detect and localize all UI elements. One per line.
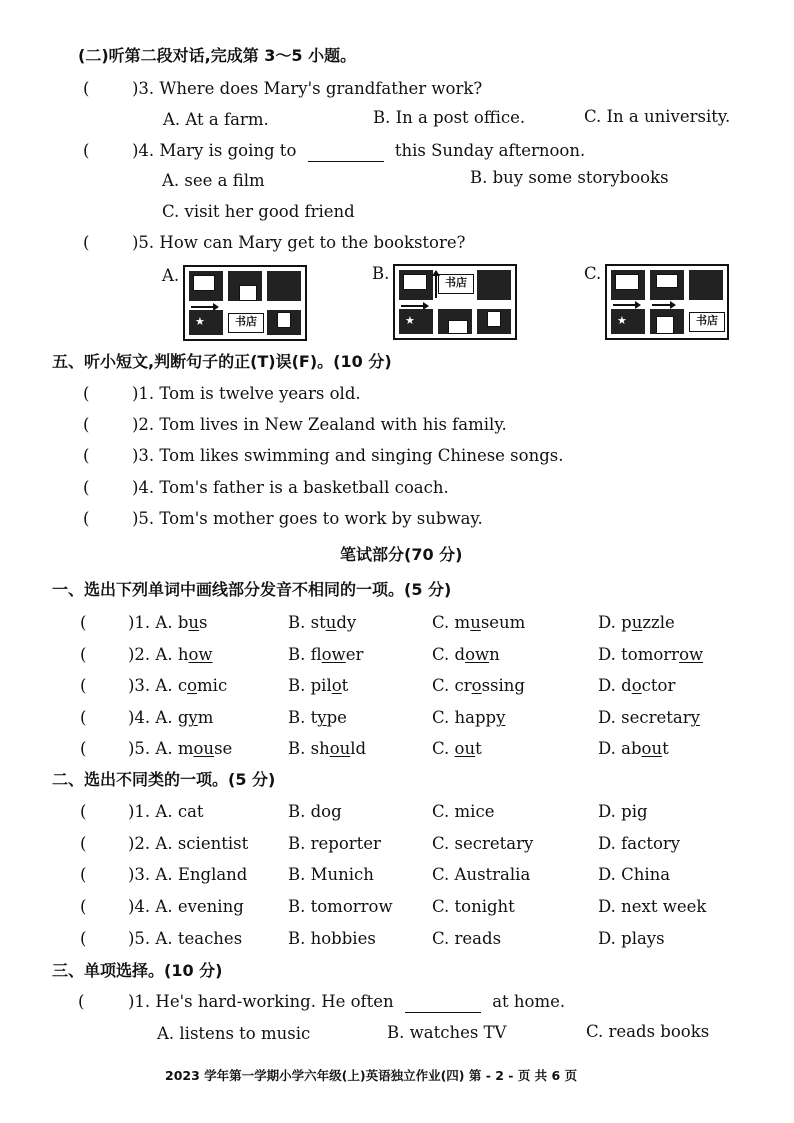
answer-paren[interactable]: (: [80, 645, 87, 664]
word-part: seum: [480, 613, 526, 632]
option-b[interactable]: B. reporter: [288, 834, 381, 853]
option-d[interactable]: [598, 676, 675, 696]
question-stem: )5. How can Mary get to the bookstore?: [132, 233, 466, 252]
direction-arrow: [613, 304, 639, 306]
window: [403, 274, 427, 290]
word-part: C. happ: [432, 708, 497, 727]
option-b[interactable]: B. hobbies: [288, 929, 376, 948]
answer-paren[interactable]: (: [83, 79, 90, 98]
item-number: )4. A.: [128, 708, 178, 727]
stem-part-b: at home.: [492, 992, 566, 1011]
map-c-label[interactable]: C.: [584, 264, 602, 283]
word-part: er: [345, 645, 364, 664]
underlined-letters: o: [471, 676, 482, 695]
underlined-letters: o: [331, 676, 342, 695]
underlined-letters: ou: [329, 739, 351, 758]
option-d[interactable]: [598, 708, 700, 728]
option-d[interactable]: D. next week: [598, 897, 707, 916]
question-stem: [132, 141, 585, 162]
direction-arrow: [652, 304, 674, 306]
option-a[interactable]: [128, 739, 232, 759]
answer-paren[interactable]: (: [78, 992, 85, 1011]
answer-paren[interactable]: (: [83, 233, 90, 252]
answer-paren[interactable]: (: [83, 384, 90, 403]
answer-paren[interactable]: (: [80, 708, 87, 727]
word-part: t: [341, 676, 349, 695]
option-c[interactable]: C. mice: [432, 802, 495, 821]
answer-paren[interactable]: (: [83, 509, 90, 528]
bookstore: 书店: [438, 274, 474, 294]
answer-blank[interactable]: [308, 141, 384, 162]
option-b[interactable]: [288, 739, 366, 759]
word-part: C. m: [432, 613, 471, 632]
answer-paren[interactable]: (: [80, 929, 87, 948]
option-c[interactable]: [432, 645, 500, 665]
stem-part-a: )1. He's hard-working. He often: [128, 992, 394, 1011]
option-c[interactable]: [432, 708, 505, 728]
sec1-heading: 一、选出下列单词中画线部分发音不相同的一项。(5 分): [52, 580, 452, 599]
tf-item-2: )2. Tom lives in New Zealand with his family.: [132, 415, 507, 434]
question-stem: )3. Where does Mary's grandfather work?: [132, 79, 483, 98]
window: [448, 320, 468, 334]
word-part: h: [177, 645, 189, 664]
word-part: t: [662, 739, 669, 758]
page-footer: 2023 学年第一学期小学六年级(上)英语独立作业(四) 第 - 2 - 页 共 6 页: [165, 1068, 578, 1083]
sec2-heading: 二、选出不同类的一项。(5 分): [52, 770, 276, 789]
answer-paren[interactable]: (: [80, 676, 87, 695]
underlined-letters: y: [690, 708, 700, 727]
answer-paren[interactable]: (: [80, 739, 87, 758]
option-c[interactable]: C. In a university.: [584, 107, 731, 126]
item-number: )5. A.: [128, 739, 178, 758]
star-icon: ★: [195, 315, 205, 328]
word-part: C. cr: [432, 676, 472, 695]
word-part: s: [199, 613, 208, 632]
window: [656, 316, 674, 334]
star-icon: ★: [617, 314, 627, 327]
answer-paren[interactable]: (: [83, 478, 90, 497]
stem-part-b: this Sunday afternoon.: [394, 141, 586, 160]
option-a[interactable]: )2. A. scientist: [128, 834, 249, 853]
underlined-letters: ou: [454, 739, 476, 758]
underlined-letters: y: [317, 708, 327, 727]
word-part: D. tomorr: [598, 645, 680, 664]
option-a[interactable]: )3. A. England: [128, 865, 248, 884]
option-d[interactable]: [598, 739, 669, 759]
item-number: )1. A.: [128, 613, 178, 632]
tf-item-5: )5. Tom's mother goes to work by subway.: [132, 509, 483, 528]
word-part: t: [475, 739, 482, 758]
option-c[interactable]: [432, 739, 482, 759]
option-c[interactable]: C. secretary: [432, 834, 534, 853]
answer-blank[interactable]: [405, 992, 481, 1013]
word-part: ssing: [481, 676, 525, 695]
map-option-a[interactable]: [183, 265, 307, 341]
option-c[interactable]: C. reads: [432, 929, 502, 948]
word-part: se: [214, 739, 233, 758]
answer-paren[interactable]: (: [80, 865, 87, 884]
map-a-label[interactable]: A.: [162, 266, 180, 285]
option-b[interactable]: B. tomorrow: [288, 897, 393, 916]
map-option-b[interactable]: [393, 264, 517, 340]
underlined-letters: y: [496, 708, 506, 727]
underlined-letters: u: [631, 613, 643, 632]
option-a[interactable]: )5. A. teaches: [128, 929, 243, 948]
answer-paren[interactable]: (: [80, 834, 87, 853]
option-b[interactable]: [288, 645, 363, 665]
option-d[interactable]: D. plays: [598, 929, 665, 948]
option-c[interactable]: C. Australia: [432, 865, 531, 884]
direction-arrow: [191, 306, 217, 308]
word-part: C.: [432, 739, 455, 758]
part2-heading: (二)听第二段对话,完成第 3～5 小题。: [78, 46, 357, 65]
underlined-letters: ow: [321, 645, 346, 664]
option-b[interactable]: [288, 708, 347, 728]
underlined-letters: ow: [679, 645, 704, 664]
option-b[interactable]: B. buy some storybooks: [470, 168, 669, 187]
option-b[interactable]: B. In a post office.: [373, 108, 526, 127]
item-number: )3. A.: [128, 676, 178, 695]
section5-heading: 五、听小短文,判断句子的正(T)误(F)。(10 分): [52, 352, 392, 371]
option-a[interactable]: [128, 613, 208, 633]
option-d[interactable]: D. pig: [598, 802, 648, 821]
word-part: ctor: [641, 676, 676, 695]
word-part: D. secretar: [598, 708, 691, 727]
option-a[interactable]: )4. A. evening: [128, 897, 244, 916]
answer-paren[interactable]: (: [80, 802, 87, 821]
option-a[interactable]: A. see a film: [162, 171, 265, 190]
word-part: mic: [197, 676, 228, 695]
window: [193, 275, 215, 291]
option-d[interactable]: [598, 613, 675, 633]
building: [689, 270, 723, 300]
option-a[interactable]: A. listens to music: [157, 1024, 311, 1043]
underlined-letters: ow: [188, 645, 213, 664]
option-d[interactable]: D. China: [598, 865, 671, 884]
sec3-heading: 三、单项选择。(10 分): [52, 961, 223, 980]
option-c[interactable]: C. visit her good friend: [162, 202, 355, 221]
option-b[interactable]: B. Munich: [288, 865, 374, 884]
option-a[interactable]: [128, 676, 227, 696]
written-title: 笔试部分(70 分): [340, 545, 463, 564]
answer-paren[interactable]: (: [80, 897, 87, 916]
building: [477, 270, 511, 300]
option-a[interactable]: [128, 708, 213, 728]
map-b-label[interactable]: B.: [372, 264, 390, 283]
word-part: n: [489, 645, 500, 664]
bookstore: 书店: [689, 312, 725, 332]
direction-arrow: [435, 272, 437, 298]
map-option-c[interactable]: [605, 264, 729, 340]
underlined-letters: u: [470, 613, 481, 632]
word-part: D. p: [598, 613, 632, 632]
tf-item-3: )3. Tom likes swimming and singing Chinese songs.: [132, 446, 564, 465]
option-c[interactable]: [432, 613, 525, 633]
word-part: C. d: [432, 645, 466, 664]
underlined-letters: y: [188, 708, 198, 727]
underlined-letters: ow: [465, 645, 490, 664]
option-c[interactable]: C. tonight: [432, 897, 515, 916]
option-b[interactable]: [288, 613, 356, 633]
tf-item-1: )1. Tom is twelve years old.: [132, 384, 361, 403]
window: [239, 285, 257, 301]
word-part: dy: [336, 613, 357, 632]
answer-paren[interactable]: (: [83, 141, 90, 160]
option-a[interactable]: [128, 645, 213, 665]
underlined-letters: ou: [193, 739, 215, 758]
underlined-letters: o: [187, 676, 198, 695]
word-part: B. pil: [288, 676, 332, 695]
option-c[interactable]: C. reads books: [586, 1022, 710, 1041]
answer-paren[interactable]: (: [83, 415, 90, 434]
option-c[interactable]: [432, 676, 525, 696]
word-part: zzle: [642, 613, 675, 632]
underlined-letters: ou: [641, 739, 663, 758]
stem-part-a: )4. Mary is going to: [132, 141, 297, 160]
window: [277, 312, 291, 328]
direction-arrow: [401, 305, 427, 307]
window: [656, 274, 678, 288]
word-part: pe: [326, 708, 347, 727]
window: [487, 311, 501, 327]
answer-paren[interactable]: (: [83, 446, 90, 465]
underlined-letters: o: [631, 676, 642, 695]
word-part: ld: [350, 739, 367, 758]
word-part: B. t: [288, 708, 318, 727]
option-a[interactable]: )1. A. cat: [128, 802, 204, 821]
star-icon: ★: [405, 314, 415, 327]
building: [267, 271, 301, 301]
option-a[interactable]: A. At a farm.: [163, 110, 269, 129]
word-part: g: [177, 708, 189, 727]
window: [615, 274, 639, 290]
word-part: b: [177, 613, 189, 632]
word-part: B. st: [288, 613, 326, 632]
item-number: )2. A.: [128, 645, 178, 664]
tf-item-4: )4. Tom's father is a basketball coach.: [132, 478, 449, 497]
option-b[interactable]: B. dog: [288, 802, 342, 821]
option-d[interactable]: D. factory: [598, 834, 681, 853]
option-d[interactable]: [598, 645, 703, 665]
question-stem: [128, 992, 565, 1013]
word-part: m: [177, 739, 194, 758]
word-part: B. sh: [288, 739, 330, 758]
option-b[interactable]: B. watches TV: [387, 1023, 507, 1042]
word-part: m: [197, 708, 214, 727]
word-part: c: [177, 676, 188, 695]
bookstore: 书店: [228, 313, 264, 333]
word-part: D. ab: [598, 739, 642, 758]
underlined-letters: u: [188, 613, 200, 632]
answer-paren[interactable]: (: [80, 613, 87, 632]
option-b[interactable]: [288, 676, 348, 696]
underlined-letters: u: [325, 613, 337, 632]
word-part: D. d: [598, 676, 632, 695]
word-part: B. fl: [288, 645, 322, 664]
